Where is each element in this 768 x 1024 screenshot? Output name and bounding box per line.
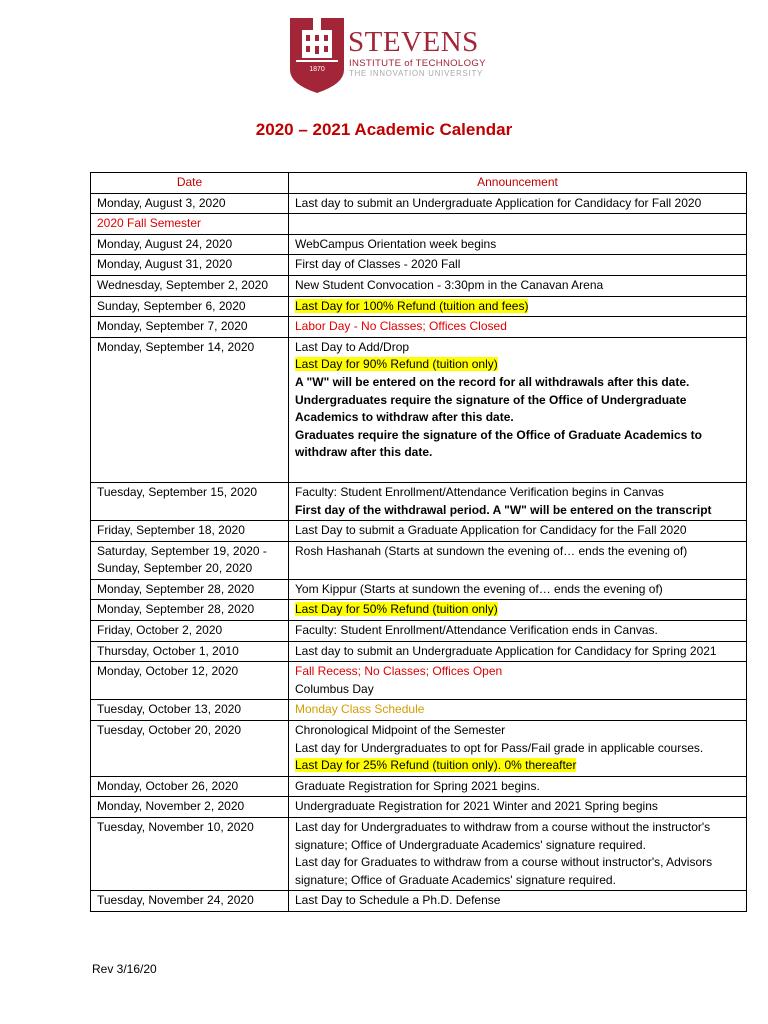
- announcement-text: Columbus Day: [295, 681, 374, 696]
- announcement-cell: [289, 641, 747, 662]
- announcement-cell: [289, 721, 747, 777]
- announcement-text: Last day to submit an Undergraduate Application for Candidacy for Fall 2020: [295, 195, 702, 210]
- announcement-cell: [289, 662, 747, 700]
- date-cell: Monday, August 31, 2020: [91, 255, 289, 276]
- announcement-text: Last Day for 25% Refund (tuition only). 0% thereafter: [295, 758, 577, 773]
- announcement-text: WebCampus Orientation week begins: [295, 236, 497, 251]
- table-row: [91, 700, 747, 721]
- table-row: [91, 234, 747, 255]
- table-row: [91, 641, 747, 662]
- date-cell: Thursday, October 1, 2010: [91, 641, 289, 662]
- announcement-text: New Student Convocation - 3:30pm in the Canavan Arena: [295, 277, 604, 292]
- table-row: [91, 776, 747, 797]
- table-row: [91, 721, 747, 777]
- date-cell: Tuesday, November 24, 2020: [91, 891, 289, 912]
- table-row: [91, 193, 747, 214]
- date-cell: Monday, October 26, 2020: [91, 776, 289, 797]
- table-row: [91, 255, 747, 276]
- date-cell: Tuesday, September 15, 2020: [91, 482, 289, 520]
- announcement-text: Graduates require the signature of the Office of Graduate Academics to withdraw after this date.: [295, 427, 702, 460]
- date-cell: Monday, September 28, 2020: [91, 600, 289, 621]
- section-label: 2020 Fall Semester: [91, 214, 289, 235]
- announcement-text: Yom Kippur (Starts at sundown the evening of… ends the evening of): [295, 581, 663, 596]
- announcement-text: Faculty: Student Enrollment/Attendance Verification begins in Canvas: [295, 484, 664, 499]
- logo-subtitle: INSTITUTE of TECHNOLOGY: [349, 58, 486, 69]
- empty-cell: [289, 214, 747, 235]
- announcement-cell: [289, 600, 747, 621]
- announcement-cell: [289, 275, 747, 296]
- announcement-cell: [289, 337, 747, 482]
- table-header-row: [91, 173, 747, 194]
- date-cell: Monday, November 2, 2020: [91, 797, 289, 818]
- table-row: [91, 579, 747, 600]
- announcement-text: Last Day for 90% Refund (tuition only): [295, 357, 498, 372]
- revision-note: Rev 3/16/20: [92, 962, 157, 976]
- announcement-text: Last Day for 50% Refund (tuition only): [295, 602, 498, 617]
- date-cell: Monday, September 7, 2020: [91, 317, 289, 338]
- date-cell: Monday, September 28, 2020: [91, 579, 289, 600]
- date-cell: Monday, August 3, 2020: [91, 193, 289, 214]
- table-row: [91, 797, 747, 818]
- announcement-column-header: Announcement: [289, 173, 747, 194]
- announcement-text: Last Day to Schedule a Ph.D. Defense: [295, 893, 501, 908]
- date-cell: Monday, September 14, 2020: [91, 337, 289, 482]
- calendar-body: [91, 193, 747, 911]
- announcement-cell: [289, 541, 747, 579]
- logo-year: 1870: [309, 66, 325, 73]
- announcement-cell: [289, 317, 747, 338]
- table-row: [91, 317, 747, 338]
- announcement-cell: [289, 776, 747, 797]
- table-row: [91, 600, 747, 621]
- date-cell: Sunday, September 6, 2020: [91, 296, 289, 317]
- announcement-text: First day of the withdrawal period. A "W" will be entered on the transcript: [295, 502, 712, 517]
- announcement-text: Faculty: Student Enrollment/Attendance Verification ends in Canvas.: [295, 623, 658, 638]
- table-row: [91, 662, 747, 700]
- date-cell: Friday, October 2, 2020: [91, 621, 289, 642]
- announcement-text: Last day to submit an Undergraduate Application for Candidacy for Spring 2021: [295, 643, 717, 658]
- date-cell: Tuesday, November 10, 2020: [91, 818, 289, 891]
- announcement-text: A "W" will be entered on the record for all withdrawals after this date.: [295, 374, 690, 389]
- announcement-cell: [289, 891, 747, 912]
- date-cell: Wednesday, September 2, 2020: [91, 275, 289, 296]
- announcement-cell: [289, 579, 747, 600]
- table-row: [91, 337, 747, 482]
- announcement-text: Last day for Graduates to withdraw from a course without instructor's, Advisors signature; Office of Graduate Academics' signature required.: [295, 855, 713, 887]
- announcement-text: Last day for Undergraduates to opt for Pass/Fail grade in applicable courses.: [295, 740, 704, 755]
- table-row: [91, 521, 747, 542]
- announcement-text: Last Day to submit a Graduate Application for Candidacy for the Fall 2020: [295, 523, 687, 538]
- logo-tagline: THE INNOVATION UNIVERSITY: [349, 69, 484, 78]
- announcement-cell: [289, 797, 747, 818]
- announcement-cell: [289, 234, 747, 255]
- announcement-cell: [289, 521, 747, 542]
- announcement-cell: [289, 700, 747, 721]
- announcement-text: Last Day for 100% Refund (tuition and fees): [295, 298, 529, 313]
- announcement-text: Graduate Registration for Spring 2021 begins.: [295, 778, 540, 793]
- table-row: [91, 541, 747, 579]
- announcement-cell: [289, 255, 747, 276]
- announcement-text: Labor Day - No Classes; Offices Closed: [295, 319, 507, 334]
- stevens-shield-icon: [288, 8, 346, 94]
- announcement-cell: [289, 818, 747, 891]
- announcement-text: Undergraduate Registration for 2021 Winter and 2021 Spring begins: [295, 799, 658, 814]
- table-row: [91, 482, 747, 520]
- announcement-text: Chronological Midpoint of the Semester: [295, 723, 506, 738]
- stevens-logo: [288, 8, 488, 94]
- page-title: 2020 – 2021 Academic Calendar: [255, 120, 513, 139]
- announcement-text: Last day for Undergraduates to withdraw from a course without the instructor's signature; Office of Undergraduate Academics' signature required.: [295, 820, 711, 852]
- table-row: [91, 296, 747, 317]
- table-row: [91, 275, 747, 296]
- table-row: [91, 621, 747, 642]
- announcement-text: Undergraduates require the signature of the Office of Undergraduate Academics to withdraw after this date.: [295, 392, 687, 425]
- announcement-text: Monday Class Schedule: [295, 702, 425, 717]
- date-cell: Saturday, September 19, 2020 - Sunday, September 20, 2020: [91, 541, 289, 579]
- announcement-text: Rosh Hashanah (Starts at sundown the evening of… ends the evening of): [295, 543, 688, 558]
- date-cell: Monday, August 24, 2020: [91, 234, 289, 255]
- logo-name: STEVENS: [348, 26, 479, 58]
- date-cell: Tuesday, October 20, 2020: [91, 721, 289, 777]
- date-cell: Monday, October 12, 2020: [91, 662, 289, 700]
- announcement-cell: [289, 482, 747, 520]
- academic-calendar-table: [90, 172, 747, 912]
- table-row: [91, 818, 747, 891]
- table-row: [91, 891, 747, 912]
- announcement-text: First day of Classes - 2020 Fall: [295, 257, 461, 272]
- announcement-cell: [289, 296, 747, 317]
- date-cell: Friday, September 18, 2020: [91, 521, 289, 542]
- date-column-header: Date: [91, 173, 289, 194]
- section-row: [91, 214, 747, 235]
- date-cell: Tuesday, October 13, 2020: [91, 700, 289, 721]
- announcement-cell: [289, 193, 747, 214]
- announcement-text: Fall Recess; No Classes; Offices Open: [295, 664, 503, 679]
- announcement-cell: [289, 621, 747, 642]
- announcement-text: Last Day to Add/Drop: [295, 339, 410, 354]
